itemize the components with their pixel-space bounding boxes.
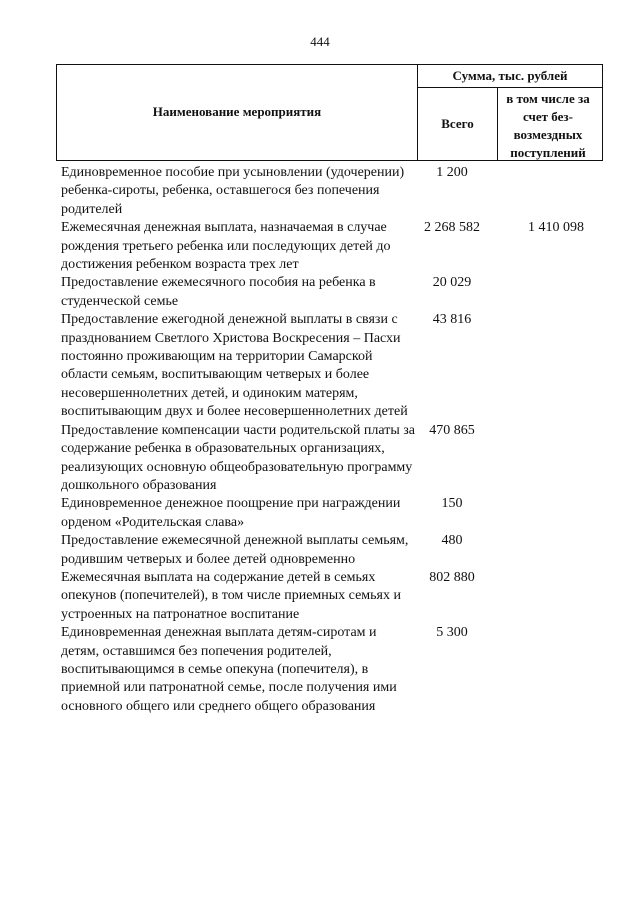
row-total: 802 880 [429, 569, 475, 585]
row-name: Предоставление компенсации части родительской платы за содержание ребенка в образовательных организациях, реализующих основную общеобразовательную программу дошкольного образования [61, 422, 415, 493]
header-name-column: Наименование мероприятия [152, 104, 322, 119]
row-total: 5 300 [436, 625, 468, 641]
table-row [61, 311, 621, 421]
header-divider-total [497, 87, 498, 160]
row-name: Единовременная денежная выплата детям-сиротам и детям, оставшимся без попечения родителей, воспитывающимся в семье опекуна (попечителя), в приемной или патронатной семье, после получения ими основного общего или среднего общего образования [61, 625, 397, 714]
table-row [61, 219, 621, 274]
table-body [61, 164, 621, 716]
table-row [61, 569, 621, 624]
row-name: Единовременное денежное поощрение при награждении орденом «Родительская слава» [61, 496, 401, 530]
table-row [61, 532, 621, 569]
page-number: 444 [310, 34, 330, 49]
header-grants-column: в том числе за счет без-возмездных поступлений [506, 91, 590, 160]
row-name: Единовременное пособие при усыновлении (удочерении) ребенка-сироты, ребенка, оставшегося без попечения родителей [61, 165, 405, 217]
row-total: 470 865 [429, 422, 475, 438]
header-amount-group: Сумма, тыс. рублей [452, 68, 568, 83]
row-total: 43 816 [432, 312, 472, 328]
table-header [56, 64, 603, 161]
row-total: 150 [441, 496, 463, 512]
row-total: 2 268 582 [424, 220, 480, 236]
table-row [61, 164, 621, 219]
row-total: 1 200 [436, 165, 468, 180]
row-grants: 1 410 098 [528, 220, 584, 236]
table-row [61, 495, 621, 532]
header-total-column: Всего [441, 116, 474, 131]
row-name: Предоставление ежемесячной денежной выплаты семьям, родившим четверых и более детей одновременно [61, 533, 409, 567]
header-divider-group [417, 87, 602, 88]
row-name: Ежемесячная денежная выплата, назначаемая в случае рождения третьего ребенка или последующих детей до достижения ребенком возраста трех лет [61, 220, 391, 273]
row-total: 20 029 [432, 275, 472, 291]
table-row [61, 422, 621, 496]
row-name: Предоставление ежегодной денежной выплаты в связи с празднованием Светлого Христова Воскресения – Пасхи постоянно проживающим на территории Самарской области семьям, воспитывающим четверых и более несовершеннолетних детей, и одиноким матерям, воспитывающим двух и более несовершеннолетних детей [61, 312, 408, 420]
table-row [61, 624, 621, 716]
row-name: Предоставление ежемесячного пособия на ребенка в студенческой семье [61, 275, 376, 309]
row-total: 480 [441, 533, 463, 549]
table-row [61, 274, 621, 311]
row-name: Ежемесячная выплата на содержание детей в семьях опекунов (попечителей), в том числе приемных семьях и устроенных на патронатное воспитание [61, 569, 401, 622]
